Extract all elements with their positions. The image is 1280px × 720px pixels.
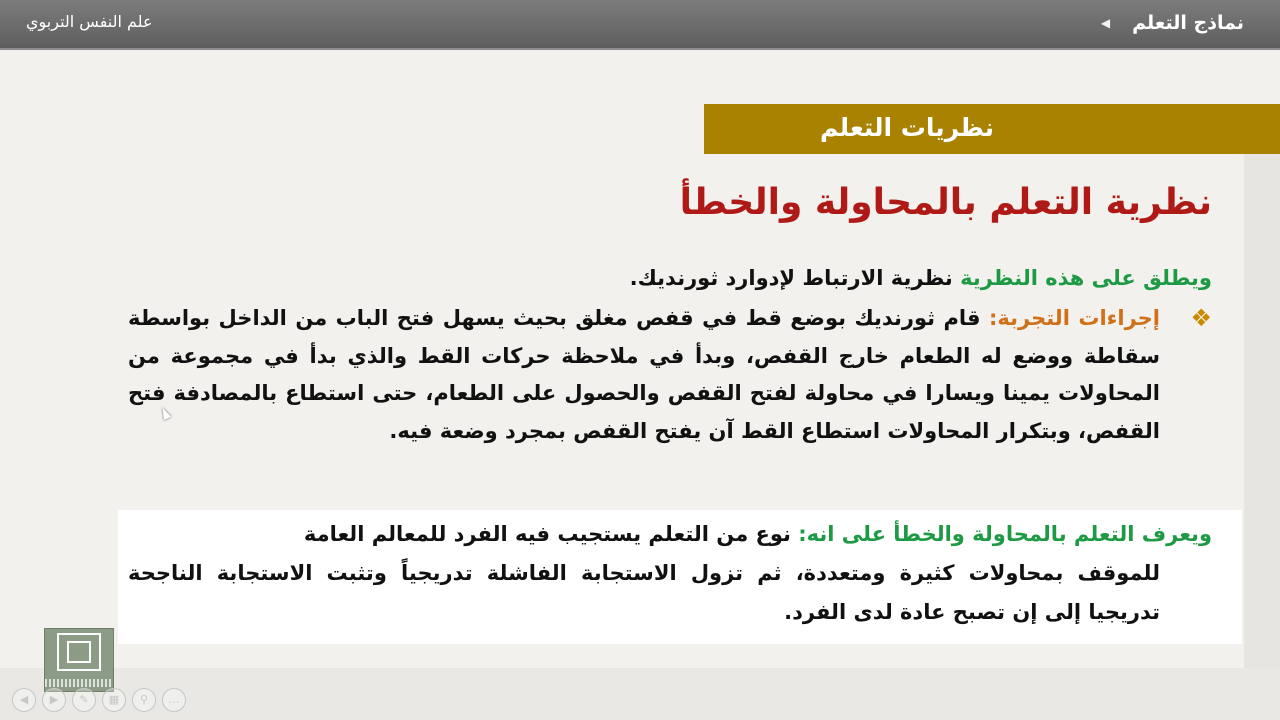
intro-label: ويطلق على هذه النظرية xyxy=(960,266,1212,290)
nav-title-group xyxy=(1101,12,1244,34)
procedure-paragraph xyxy=(128,300,1212,450)
slide-header-bar xyxy=(0,0,1280,50)
next-slide-button[interactable]: ▶ xyxy=(42,688,66,712)
section-heading: نظريات التعلم xyxy=(704,104,1280,154)
definition-text-2: للموقف بمحاولات كثيرة ومتعددة، ثم تزول الاستجابة الفاشلة تدريجياً وتثبت الاستجابة الناجحة تدريجيا إلى إن تصبح عادة لدى الفرد. xyxy=(128,561,1160,624)
logo-caption-decor xyxy=(45,679,113,687)
bottom-decor-band xyxy=(0,668,1280,720)
pen-tool-button[interactable]: ✎ xyxy=(72,688,96,712)
procedure-text: قام ثورنديك بوضع قط في قفص مغلق بحيث يسهل فتح الباب من الداخل بواسطة سقاطة ووضع له الطعام خارج القفص، وبدأ في ملاحظة حركات القط والذي بدأ في مجموعة من المحاولات يمينا ويسارا في محاولة لفتح القفص والحصول على الطعام، حتى استطاع بالمصادفة فتح القفص، وبتكرار المحاولات استطاع القط آن يفتح القفص بمجرد وضعة فيه. xyxy=(128,306,1160,443)
previous-slide-button[interactable]: ◀ xyxy=(12,688,36,712)
slides-grid-button[interactable]: ▦ xyxy=(102,688,126,712)
course-title: علم النفس التربوي xyxy=(26,12,153,31)
intro-text: نظرية الارتباط لإدوارد ثورنديك. xyxy=(629,266,953,290)
triangle-left-icon: ◀ xyxy=(1100,16,1111,30)
intro-line xyxy=(132,258,1212,298)
procedure-label: إجراءات التجربة: xyxy=(989,306,1160,330)
definition-text-1: نوع من التعلم يستجيب فيه الفرد للمعالم العامة xyxy=(303,522,791,546)
diamond-bullet-icon: ❖ xyxy=(1190,304,1212,332)
slide-title: نظرية التعلم بالمحاولة والخطأ xyxy=(679,182,1212,223)
logo-seal-icon xyxy=(57,633,101,671)
king-khalid-university-logo xyxy=(44,628,114,692)
definition-label: ويعرف التعلم بالمحاولة والخطأ على انه: xyxy=(798,522,1212,546)
right-decor-band xyxy=(1244,104,1280,669)
slideshow-controls xyxy=(12,688,186,712)
zoom-button[interactable]: ⚲ xyxy=(132,688,156,712)
more-options-button[interactable]: … xyxy=(162,688,186,712)
definition-paragraph xyxy=(128,515,1212,632)
nav-title: نماذج التعلم xyxy=(1132,12,1244,34)
